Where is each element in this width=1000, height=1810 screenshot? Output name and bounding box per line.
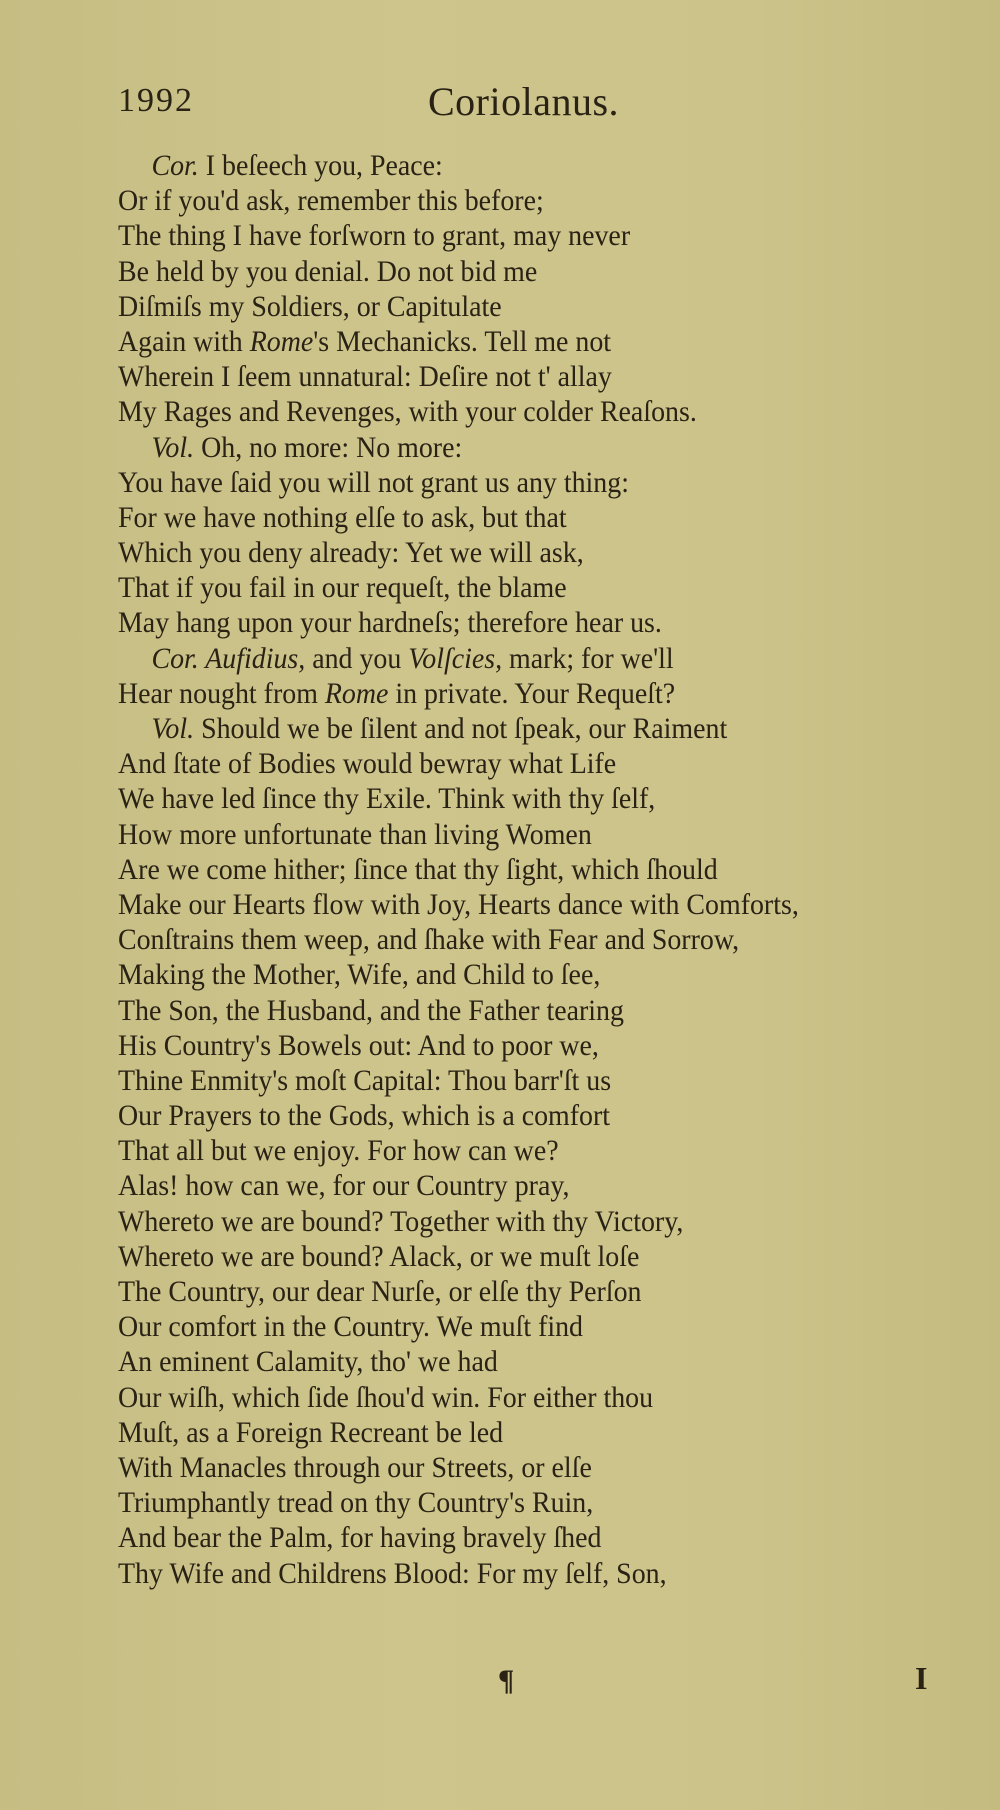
- italic-name: Cor.: [151, 149, 199, 182]
- verse-line: [118, 570, 936, 605]
- italic-name: Rome: [324, 676, 389, 710]
- verse-segment: May hang upon your hardneſs; therefore hear us.: [118, 606, 662, 640]
- catchword: I: [915, 1660, 928, 1696]
- verse-line: [118, 676, 936, 711]
- verse-segment: Our wiſh, which ſide ſhou'd win. For either thou: [118, 1380, 654, 1414]
- italic-name: Vol.: [151, 712, 195, 745]
- page-header: [118, 79, 918, 132]
- verse-line: [118, 641, 936, 676]
- verse-segment: Or if you'd ask, remember this before;: [118, 184, 544, 218]
- verse-line: [118, 218, 936, 253]
- page-footer: [0, 1660, 1000, 1704]
- verse-text: [118, 148, 998, 1591]
- italic-name: Rome: [249, 324, 314, 358]
- verse-segment: Thy Wife and Childrens Blood: For my ſelf, Son,: [118, 1556, 667, 1590]
- verse-line: [118, 957, 936, 992]
- verse-segment: and you: [305, 641, 409, 675]
- verse-line: [118, 1520, 936, 1555]
- verse-line: [118, 922, 936, 957]
- verse-segment: Wherein I ſeem unnatural: Deſire not t' allay: [118, 360, 612, 394]
- verse-segment: You have ſaid you will not grant us any thing:: [118, 465, 629, 499]
- italic-name: Cor. Aufidius,: [151, 641, 306, 675]
- verse-segment: Conſtrains them weep, and ſhake with Fear and Sorrow,: [118, 923, 740, 957]
- verse-segment: mark; for we'll: [502, 641, 674, 675]
- verse-line: [118, 289, 936, 324]
- verse-line: [118, 1204, 936, 1239]
- verse-segment: Again with: [118, 324, 250, 358]
- verse-line: [118, 500, 936, 535]
- verse-segment: An eminent Calamity, tho' we had: [118, 1345, 498, 1379]
- verse-segment: How more unfortunate than living Women: [118, 817, 592, 851]
- verse-line: [118, 817, 936, 852]
- verse-segment: in private. Your Requeſt?: [388, 676, 676, 710]
- verse-line: [118, 1380, 936, 1415]
- verse-segment: We have led ſince thy Exile. Think with thy ſelf,: [118, 782, 656, 816]
- verse-segment: Whereto we are bound? Alack, or we muſt loſe: [118, 1239, 640, 1273]
- verse-segment: My Rages and Revenges, with your colder Reaſons.: [118, 395, 697, 429]
- verse-line: [118, 254, 936, 289]
- verse-segment: Which you deny already: Yet we will ask,: [118, 536, 584, 570]
- verse-line: [118, 1028, 936, 1063]
- verse-line: [118, 1485, 936, 1520]
- verse-segment: Should we be ſilent and not ſpeak, our Raiment: [194, 712, 728, 745]
- verse-segment: Make our Hearts flow with Joy, Hearts dance with Comforts,: [118, 887, 799, 921]
- verse-line: [118, 535, 936, 570]
- verse-segment: And bear the Palm, for having bravely ſhed: [118, 1521, 602, 1555]
- verse-segment: The Son, the Husband, and the Father tearing: [118, 993, 624, 1027]
- page-number: 1992: [118, 82, 194, 119]
- verse-segment: Diſmiſs my Soldiers, or Capitulate: [118, 289, 502, 323]
- verse-segment: I beſeech you, Peace:: [198, 149, 443, 182]
- verse-line: [118, 1063, 936, 1098]
- italic-name: Vol.: [151, 430, 195, 464]
- verse-segment: That all but we enjoy. For how can we?: [118, 1134, 559, 1168]
- verse-line: [118, 324, 936, 359]
- verse-line: [118, 148, 936, 183]
- verse-line: [118, 993, 936, 1028]
- italic-name: Volſcies,: [408, 641, 503, 675]
- verse-line: [118, 1274, 936, 1309]
- verse-line: [118, 711, 936, 746]
- verse-segment: Making the Mother, Wife, and Child to ſee,: [118, 958, 601, 992]
- verse-line: [118, 394, 936, 429]
- verse-segment: Hear nought from: [118, 676, 325, 710]
- verse-segment: Alas! how can we, for our Country pray,: [118, 1169, 570, 1203]
- verse-segment: Be held by you denial. Do not bid me: [118, 254, 538, 288]
- verse-segment: Whereto we are bound? Together with thy Victory,: [118, 1204, 684, 1238]
- verse-line: [118, 852, 936, 887]
- verse-line: [118, 1239, 936, 1274]
- signature-mark: ¶: [498, 1664, 515, 1697]
- verse-line: [118, 887, 936, 922]
- verse-segment: His Country's Bowels out: And to poor we,: [118, 1028, 599, 1062]
- verse-segment: Muſt, as a Foreign Recreant be led: [118, 1415, 504, 1449]
- verse-segment: Oh, no more: No more:: [194, 430, 463, 464]
- verse-segment: Triumphantly tread on thy Country's Ruin,: [118, 1486, 594, 1520]
- verse-line: [118, 1168, 936, 1203]
- verse-line: [118, 359, 936, 394]
- verse-line: [118, 430, 936, 465]
- verse-line: [118, 1450, 936, 1485]
- verse-line: [118, 1133, 936, 1168]
- running-title: Coriolanus.: [428, 79, 620, 124]
- verse-segment: Our Prayers to the Gods, which is a comfort: [118, 1099, 611, 1133]
- verse-line: [118, 781, 936, 816]
- verse-line: [118, 1556, 936, 1591]
- verse-segment: Thine Enmity's moſt Capital: Thou barr'ſt us: [118, 1063, 612, 1097]
- verse-line: [118, 605, 936, 640]
- verse-line: [118, 1344, 936, 1379]
- verse-line: [118, 1415, 936, 1450]
- verse-segment: With Manacles through our Streets, or elſe: [118, 1450, 592, 1484]
- verse-segment: The thing I have forſworn to grant, may never: [118, 219, 631, 253]
- verse-segment: Are we come hither; ſince that thy ſight, which ſhould: [118, 852, 718, 886]
- verse-line: [118, 1309, 936, 1344]
- verse-segment: And ſtate of Bodies would bewray what Life: [118, 747, 617, 781]
- verse-line: [118, 183, 936, 218]
- verse-line: [118, 746, 936, 781]
- verse-line: [118, 1098, 936, 1133]
- verse-line: [118, 465, 936, 500]
- verse-segment: Our comfort in the Country. We muſt find: [118, 1310, 584, 1344]
- verse-segment: The Country, our dear Nurſe, or elſe thy Perſon: [118, 1275, 642, 1308]
- verse-segment: That if you fail in our requeſt, the blame: [118, 571, 567, 605]
- verse-segment: For we have nothing elſe to ask, but that: [118, 500, 567, 534]
- verse-segment: 's Mechanicks. Tell me not: [313, 324, 612, 358]
